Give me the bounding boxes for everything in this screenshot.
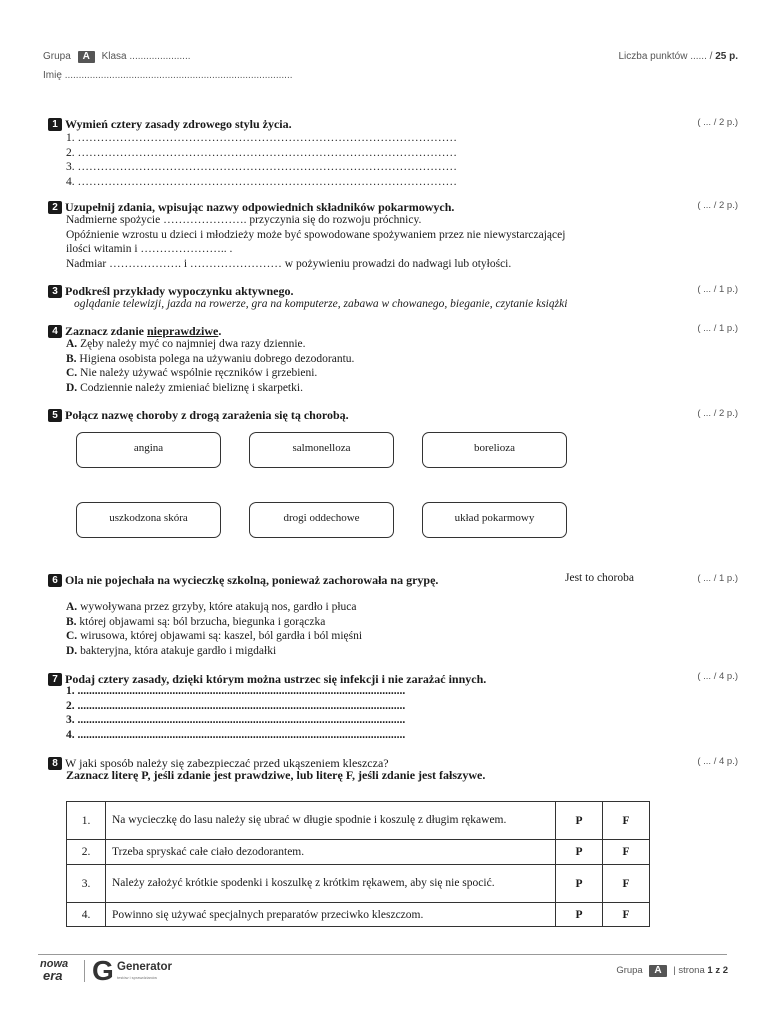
- disease-box-salmonelloza[interactable]: salmonelloza: [249, 432, 394, 468]
- question-number: 6: [48, 574, 62, 587]
- route-box-digestive[interactable]: układ pokarmowy: [422, 502, 567, 538]
- fill-in-sentences: [66, 213, 706, 271]
- footer-divider: [38, 954, 727, 955]
- row-statement: Na wycieczkę do lasu należy się ubrać w długie spodnie i koszulę z długim rękawem.: [106, 802, 556, 840]
- footer-group-label: Grupa: [616, 965, 643, 976]
- table-row: [67, 802, 650, 840]
- true-option[interactable]: P: [556, 865, 603, 903]
- option-text: Codziennie należy zmieniać bieliznę i skarpetki.: [77, 381, 303, 394]
- question-instruction: Zaznacz literę P, jeśli zdanie jest prawdziwe, lub literę F, jeśli zdanie jest fałszywe.: [66, 768, 486, 782]
- group-badge: A: [78, 51, 95, 63]
- generator-g-icon: G: [92, 955, 114, 986]
- route-box-skin[interactable]: uszkodzona skóra: [76, 502, 221, 538]
- answer-line[interactable]: 1. ..................................................................................................................: [66, 685, 406, 697]
- question-number: 7: [48, 673, 62, 686]
- option-letter: C.: [66, 630, 78, 642]
- row-number: 2.: [67, 840, 106, 865]
- name-field[interactable]: ..................................................................................: [64, 70, 293, 81]
- answer-line[interactable]: 4. ………………………………………………………………………………………: [66, 175, 457, 188]
- answer-line[interactable]: 3. ………………………………………………………………………………………: [66, 161, 457, 173]
- option-d[interactable]: [66, 381, 354, 396]
- footer-page-number: 1 z 2: [707, 965, 728, 976]
- option-letter: D.: [66, 644, 78, 657]
- question-title: Podkreśl przykłady wypoczynku aktywnego.: [65, 284, 294, 298]
- true-option[interactable]: P: [556, 903, 603, 927]
- question-continuation: Jest to choroba: [565, 572, 634, 584]
- true-option[interactable]: P: [556, 840, 603, 865]
- false-option[interactable]: F: [603, 903, 650, 927]
- option-text: wirusowa, której objawami są: kaszel, ból gardła i ból mięśni: [77, 630, 363, 642]
- route-box-respiratory[interactable]: drogi oddechowe: [249, 502, 394, 538]
- false-option[interactable]: F: [603, 840, 650, 865]
- question-points: ( ... / 4 p.): [697, 756, 738, 767]
- question-title: Wymień cztery zasady zdrowego stylu życia.: [65, 117, 292, 131]
- answer-line[interactable]: 2. ………………………………………………………………………………………: [66, 146, 457, 159]
- fill-sentence[interactable]: Opóźnienie wzrostu u dzieci i młodzieży może być spowodowane spożywaniem przez nie niewystarczającej: [66, 228, 566, 241]
- option-letter: D.: [66, 381, 78, 394]
- generator-logo-text: Generator: [117, 961, 172, 973]
- question-points: ( ... / 1 p.): [697, 284, 738, 295]
- footer-page-label: | strona: [673, 965, 708, 976]
- question-points: ( ... / 2 p.): [697, 200, 738, 211]
- table-row: [67, 865, 650, 903]
- answer-lines: [66, 684, 405, 742]
- option-text: Nie należy używać wspólnie ręczników i grzebieni.: [77, 367, 318, 379]
- class-field[interactable]: ......................: [129, 51, 191, 62]
- row-statement: Należy założyć krótkie spodenki i koszulkę z krótkim rękawem, aby się nie spocić.: [106, 865, 556, 903]
- activity-examples[interactable]: oglądanie telewizji, jazda na rowerze, gra na komputerze, zabawa w chowanego, bieganie, czytanie książki: [74, 298, 568, 310]
- footer-group-badge: A: [649, 965, 666, 977]
- option-text: wywoływana przez grzyby, które atakują nos, gardło i płuca: [77, 601, 357, 613]
- footer-page-info: [616, 965, 728, 977]
- answer-lines: [66, 131, 457, 189]
- option-letter: A.: [66, 601, 78, 613]
- question-number: 3: [48, 285, 62, 298]
- option-c[interactable]: [66, 366, 354, 381]
- true-false-table: [66, 801, 650, 927]
- header-name-line: [43, 70, 293, 81]
- option-letter: C.: [66, 367, 78, 379]
- option-c[interactable]: [66, 629, 362, 644]
- disease-box-angina[interactable]: angina: [76, 432, 221, 468]
- question-points: ( ... / 4 p.): [697, 671, 738, 682]
- name-label: Imię: [43, 70, 62, 81]
- false-option[interactable]: F: [603, 865, 650, 903]
- question-points: ( ... / 2 p.): [697, 117, 738, 128]
- false-option[interactable]: F: [603, 802, 650, 840]
- question-title: Podaj cztery zasady, dzięki którym można ustrzec się infekcji i nie zarażać innych.: [65, 672, 487, 686]
- footer-logo-divider: [84, 960, 85, 982]
- option-d[interactable]: [66, 644, 362, 659]
- option-text: Zęby należy myć co najmniej dwa razy dziennie.: [77, 338, 306, 350]
- question-title-end: .: [218, 324, 222, 338]
- question-number: 4: [48, 325, 62, 338]
- question-number: 1: [48, 118, 62, 131]
- answer-line[interactable]: 2. ..................................................................................................................: [66, 699, 406, 712]
- question-points: ( ... / 2 p.): [697, 408, 738, 419]
- table-row: [67, 903, 650, 927]
- answer-options: [66, 600, 362, 658]
- option-b[interactable]: [66, 352, 354, 367]
- true-option[interactable]: P: [556, 802, 603, 840]
- group-label: Grupa: [43, 51, 71, 62]
- answer-line[interactable]: 4. ..................................................................................................................: [66, 728, 406, 741]
- answer-line[interactable]: 3. ..................................................................................................................: [66, 714, 406, 726]
- answer-line[interactable]: 1. ………………………………………………………………………………………: [66, 132, 457, 144]
- fill-sentence[interactable]: Nadmierne spożycie …………………. przyczynia się do rozwoju próchnicy.: [66, 214, 422, 226]
- question-points: ( ... / 1 p.): [697, 323, 738, 334]
- disease-box-borelioza[interactable]: borelioza: [422, 432, 567, 468]
- question-number: 5: [48, 409, 62, 422]
- question-number: 2: [48, 201, 62, 214]
- row-number: 4.: [67, 903, 106, 927]
- points-total: 25 p.: [715, 51, 738, 62]
- option-letter: B.: [66, 615, 77, 628]
- logo-top: nowa: [40, 958, 69, 970]
- question-title: Ola nie pojechała na wycieczkę szkolną, ponieważ zachorowała na grypę.: [65, 573, 439, 587]
- option-text: bakteryjna, która atakuje gardło i migdałki: [77, 644, 277, 657]
- logo-bottom: era: [43, 968, 63, 983]
- row-number: 1.: [67, 802, 106, 840]
- question-points: ( ... / 1 p.): [697, 573, 738, 584]
- table-row: [67, 840, 650, 865]
- row-statement: Powinno się używać specjalnych preparatów przeciwko kleszczom.: [106, 903, 556, 927]
- option-letter: B.: [66, 352, 77, 365]
- option-a[interactable]: [66, 337, 354, 352]
- option-letter: A.: [66, 338, 78, 350]
- option-text: Higiena osobista polega na używaniu dobrego dezodorantu.: [76, 352, 355, 365]
- answer-options: [66, 337, 354, 395]
- question-title-emphasis: nieprawdziwe: [147, 324, 219, 338]
- question-number: 8: [48, 757, 62, 770]
- nowa-era-logo: [40, 959, 80, 981]
- header-group-line: [43, 51, 191, 63]
- question-5: [48, 406, 688, 424]
- row-number: 3.: [67, 865, 106, 903]
- row-statement: Trzeba spryskać całe ciało dezodorantem.: [106, 840, 556, 865]
- option-b[interactable]: [66, 615, 362, 630]
- question-title: Zaznacz zdanie: [65, 324, 147, 338]
- class-label: Klasa: [101, 51, 127, 62]
- question-title: Uzupełnij zdania, wpisując nazwy odpowiednich składników pokarmowych.: [65, 200, 455, 214]
- points-label: Liczba punktów ...... /: [618, 51, 716, 62]
- fill-sentence[interactable]: ilości witamin i ………………….. .: [66, 243, 233, 255]
- fill-sentence[interactable]: Nadmiar ………………. i …………………… w pożywieniu prowadzi do nadwagi lub otyłości.: [66, 257, 512, 270]
- option-a[interactable]: [66, 600, 362, 615]
- generator-subtitle: testów i sprawdzianów: [117, 975, 158, 980]
- question-text: W jaki sposób należy się zabezpieczać przed ukąszeniem kleszcza?: [65, 756, 389, 770]
- question-title: Połącz nazwę choroby z drogą zarażenia się tą chorobą.: [65, 408, 349, 422]
- question-6: [48, 571, 568, 589]
- points-header: [618, 51, 738, 62]
- option-text: której objawami są: ból brzucha, biegunka i gorączka: [76, 615, 326, 628]
